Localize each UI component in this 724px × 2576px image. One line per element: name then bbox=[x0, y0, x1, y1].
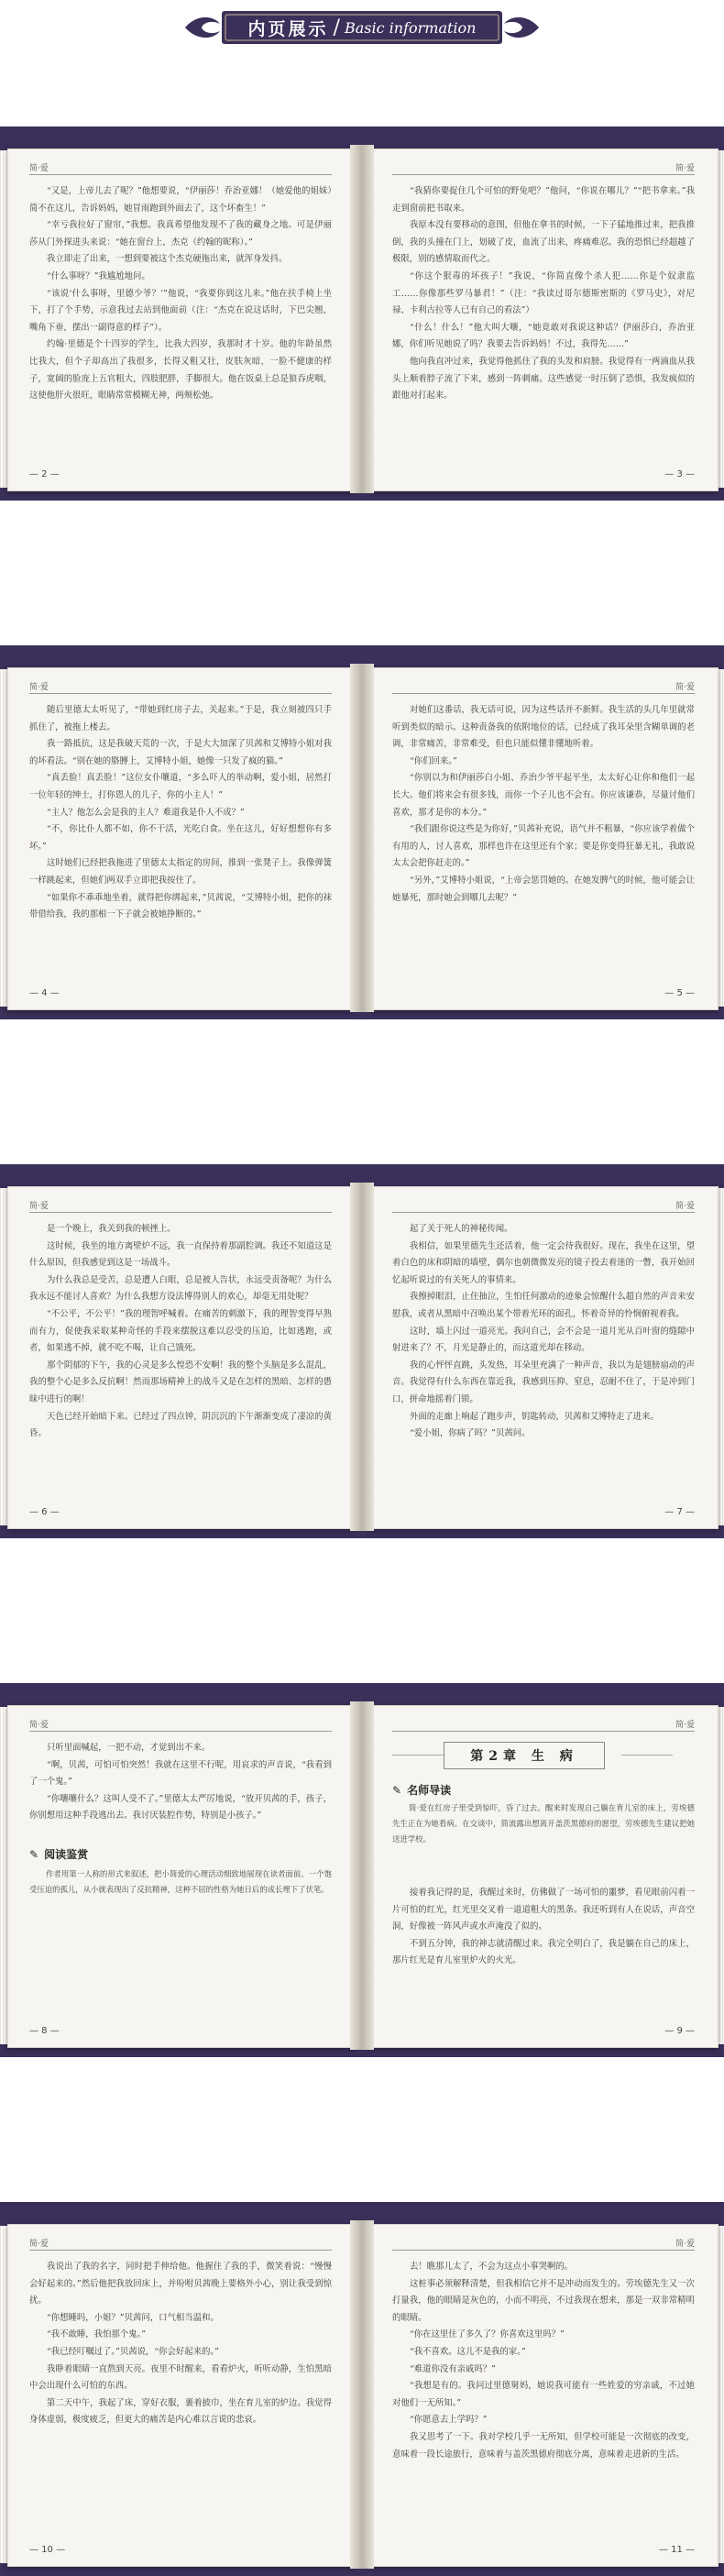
page-stack bbox=[0, 1707, 7, 2044]
paragraph: “真丢脸！真丢脸！”这位女仆嚷道，“多么吓人的举动啊，爱小姐，居然打一位年轻的绅士，打你恩人的儿子，你的小主人！” bbox=[29, 773, 332, 800]
paragraph: “又是，上帝儿去了呢？”他想要说，“伊丽莎！乔治亚娜！（她爱他的姐妹）简不在这儿，告诉妈妈，她冒雨跑到外面去了，这个坏畜生！” bbox=[29, 186, 332, 214]
running-head: 简·爱 bbox=[675, 164, 695, 173]
paragraph: 这时候，我坐的地方离壁炉不远，我一直保持着那副腔调。我还不知道这是什么原因，但我感觉到这是一场战斗。 bbox=[29, 1240, 332, 1269]
page-body bbox=[392, 1221, 695, 1494]
book-page-right bbox=[370, 671, 717, 1012]
running-head: 简·爱 bbox=[675, 1202, 695, 1211]
book-page-left bbox=[7, 2228, 354, 2569]
spread-band bbox=[0, 1683, 724, 2057]
page-number: — 2 — bbox=[29, 469, 60, 479]
paragraph: “不公平，不公平！”我的理智呼喊着。在痛苦的刺激下，我的理智变得早熟而有力，促使我采取某种奇怪的手段来摆脱这难以忍受的压迫，比如逃跑，或者，如果逃不掉，就不吃不喝，让自己饿死。 bbox=[29, 1308, 332, 1354]
spread-gap bbox=[0, 1019, 724, 1164]
paragraph: 我的心怦怦直跳，头发热，耳朵里充满了一种声音，我以为是翅膀扇动的声音。我觉得有什么东西在靠近我，我感到压抑、窒息，忍耐不住了，于是冲到门口，拼命地摇着门锁。 bbox=[392, 1360, 695, 1404]
header-rule bbox=[392, 1212, 695, 1213]
paragraph: “主人？他怎么会是我的主人？难道我是仆人不成？” bbox=[47, 807, 245, 818]
paragraph: “你们回来。” bbox=[410, 755, 457, 766]
book-spread bbox=[7, 1698, 717, 2057]
book-page-left bbox=[7, 1190, 354, 1531]
page-number: — 5 — bbox=[664, 988, 695, 998]
book-page-right bbox=[370, 1190, 717, 1531]
paragraph: 他向我直冲过来，我觉得他抓住了我的头发和肩膀。我觉得有一两滴血从我头上顺着脖子流了下来，感到一阵刺痛。这些感觉一时压倒了恐惧，我发疯似的跟他对打起来。 bbox=[392, 356, 695, 402]
paragraph: “啊，贝茜，可怕可怕突然！我就在这里不行呢，用哀求的声音说，“我看到了一个鬼。” bbox=[29, 1759, 332, 1788]
reading-guide: 简·爱在红房子里受到惊吓，昏了过去。醒来时发现自己躺在育儿室的床上，劳埃德先生正在为她看病。在交谈中，简流露出想离开盖茨黑德府的愿望，劳埃德先生建议把她送进学校。 bbox=[392, 1803, 695, 1844]
page-body bbox=[29, 1221, 332, 1494]
page-body bbox=[29, 702, 332, 975]
paragraph: 随后里德太太听见了，“带她到红房子去，关起来。”于是，我立刻被四只手抓住了，被拖上楼去。 bbox=[29, 705, 332, 732]
header-rule bbox=[29, 174, 332, 175]
book-page-right bbox=[370, 152, 717, 493]
paragraph: “我想是有的。我问过里德舅妈，她说我可能有一些姓爱的穷亲戚，不过她对他们一无所知。” bbox=[392, 2381, 695, 2408]
paragraph: “你在这里住了多久了？你喜欢这里吗？” bbox=[410, 2329, 565, 2340]
header-separator: / bbox=[333, 16, 340, 39]
page-number: — 8 — bbox=[29, 2026, 60, 2036]
paragraph: 我立即走了出来，一想到要被这个杰克硬拖出来，就浑身发抖。 bbox=[47, 254, 288, 265]
page-body bbox=[392, 702, 695, 975]
chapter-rule bbox=[392, 1755, 444, 1756]
page-body bbox=[392, 183, 695, 457]
paragraph: “我猜你要捉住几个可怕的野兔吧？”他问，“你说在哪儿？”“把书拿来。”我走到窗前把书取来。 bbox=[392, 186, 695, 214]
paragraph: 不到五分钟，我的神志就清醒过来。我完全明白了，我是躺在自己的床上，那片红光是育儿室里炉火的火光。 bbox=[392, 1938, 695, 1966]
chapter-rule bbox=[621, 1755, 673, 1756]
paragraph: “如果你不乖乖地坐着，就得把你绑起来，”贝茜说，“艾博特小姐，把你的袜带借给我，我的那根一下子就会被她挣断的。” bbox=[29, 892, 332, 920]
page-number: — 10 — bbox=[29, 2545, 66, 2555]
paragraph: “另外，”艾博特小姐说，“上帝会惩罚她的。在她发脾气的时候，他可能会让她暴死，那时她会到哪儿去呢？” bbox=[392, 875, 695, 903]
paragraph: 起了关于死人的神秘传闻。 bbox=[410, 1224, 513, 1234]
paragraph: “难道你没有亲戚吗？” bbox=[410, 2363, 496, 2374]
spread-band bbox=[0, 1164, 724, 1538]
page-body bbox=[392, 1885, 695, 2013]
pen-icon: ✎ bbox=[29, 1847, 39, 1861]
paragraph: 那个阴郁的下午，我的心灵是多么惶恐不安啊！我的整个头脑是多么混乱，我的整个心是多么反抗啊！然而那场精神上的战斗又是在怎样的黑暗、怎样的愚昧中进行的啊！ bbox=[29, 1360, 332, 1404]
paragraph: 我原本没有要移动的意图，但他在拿书的时候，一下子猛地推过来，把我推倒，我的头撞在门上，划破了皮，血流了出来，疼痛难忍。我的恐惧已经超越了极限，别的感情取而代之。 bbox=[392, 220, 695, 265]
book-page-right bbox=[370, 2228, 717, 2569]
pen-icon: ✎ bbox=[392, 1783, 402, 1797]
paragraph: “我已经叮嘱过了。”贝茜说，“你会好起来的。” bbox=[47, 2346, 219, 2357]
header-area bbox=[0, 0, 724, 127]
page-body bbox=[392, 2259, 695, 2532]
page-number: — 11 — bbox=[658, 2545, 695, 2555]
paragraph: 我一路抵抗，这是我破天荒的一次，于是大大加深了贝茜和艾博特小姐对我的坏看法。“别在她的胳膊上，艾博特小姐，她像一只发了疯的猫。” bbox=[29, 739, 332, 766]
paragraph: 外面的走廊上响起了跑步声，钥匙转动，贝茜和艾博特走了进来。 bbox=[410, 1411, 659, 1422]
header-rule bbox=[29, 693, 332, 694]
page-number: — 4 — bbox=[29, 988, 60, 998]
paragraph: 只听里面喊起，一把不动，才觉到出不来。 bbox=[47, 1743, 211, 1753]
section-label-text: 阅读鉴赏 bbox=[44, 1848, 89, 1861]
paragraph: “你嚷嚷什么？这叫人受不了。”里德太太严厉地说，“放开贝茜的手，孩子，你别想用这种手段逃出去。我讨厌装腔作势，特别是小孩子。” bbox=[29, 1793, 332, 1822]
spread-gap bbox=[0, 501, 724, 645]
paragraph: 约翰·里德是个十四岁的学生，比我大四岁，我那时才十岁。他的年龄虽然比我大，但个子却高出了我很多，长得又粗又壮，皮肤灰暗，一脸不健康的样子，宽阔的脸庞上五官粗大，四肢肥胖，手脚很大。他在饭桌上总是狼吞虎咽，这使他肝火很旺，眼睛常常模糊无神，两颊松弛。 bbox=[29, 339, 332, 402]
page-stack bbox=[0, 150, 7, 488]
paragraph: “我不敢睡，我怕那个鬼。” bbox=[47, 2329, 147, 2340]
paragraph: “你别以为和伊丽莎白小姐、乔治少爷平起平坐，太太好心让你和他们一起长大。他们将来会有很多钱，而你一个子儿也不会有。你应该谦恭，尽量讨他们喜欢，那才是你的本分。” bbox=[392, 773, 695, 818]
running-head: 简·爱 bbox=[29, 683, 49, 692]
page-body bbox=[29, 1740, 332, 1841]
page-stack bbox=[0, 2226, 7, 2563]
book-spread bbox=[7, 141, 717, 501]
book-page-right bbox=[370, 1709, 717, 2050]
running-head: 简·爱 bbox=[29, 164, 49, 173]
chapter-title: 第2章 生 病 bbox=[444, 1742, 605, 1769]
header-rule bbox=[29, 1731, 332, 1732]
header-rule bbox=[29, 1212, 332, 1213]
header-rule bbox=[392, 1731, 695, 1732]
page-number: — 3 — bbox=[664, 469, 695, 479]
header-title-en: Basic information bbox=[344, 18, 477, 37]
paragraph: “爱小姐，你病了吗？”贝茜问。 bbox=[410, 1428, 531, 1439]
paragraph: 我又思考了一下。我对学校几乎一无所知，但学校可能是一次彻底的改变，意味着一段长途旅行，意味着与盖茨黑德府彻底分离，意味着走进新的生活。 bbox=[392, 2431, 695, 2460]
spread-band bbox=[0, 127, 724, 501]
page-body bbox=[29, 2259, 332, 2532]
spread-gap bbox=[0, 1538, 724, 1683]
paragraph: “我不喜欢。这儿不是我的家。” bbox=[410, 2346, 526, 2357]
paragraph: “什么！什么！”他大叫大嚷，“她竟敢对我说这种话？伊丽莎白，乔治亚娜，你们听见她说了吗？我要去告诉妈妈！不过，我得先……” bbox=[392, 322, 695, 350]
paragraph: 对她们这番话，我无话可说，因为这些话并不新鲜。我生活的头几年里就常听到类似的暗示。这种责备我的依附地位的话，已经成了我耳朵里含糊单调的老调，非常痛苦，非常难受，但也只能似懂非懂地听着。 bbox=[392, 705, 695, 750]
paragraph: “什么事呀？”我尴尬地问。 bbox=[47, 270, 150, 281]
header-rule bbox=[392, 693, 695, 694]
book-spread bbox=[7, 2217, 717, 2576]
paragraph: 我擦掉眼泪，止住抽泣，生怕任何激动的迹象会惊醒什么超自然的声音来安慰我，或者从黑暗中召唤出某个带着光环的面孔，怀着奇异的怜悯俯视着我。 bbox=[392, 1292, 695, 1319]
page-number: — 6 — bbox=[29, 1507, 60, 1517]
paragraph: 我睁着眼睛一直熬到天亮。夜里不时醒来，看看炉火，听听动静，生怕黑暗中会出现什么可怕的东西。 bbox=[29, 2363, 332, 2392]
running-head: 简·爱 bbox=[675, 683, 695, 692]
paragraph: 天色已经开始暗下来。已经过了四点钟，阴沉沉的下午渐渐变成了凄凉的黄昏。 bbox=[29, 1411, 332, 1439]
header-rule bbox=[29, 2250, 332, 2251]
header-title-cn: 内页展示 bbox=[247, 18, 329, 39]
page-body bbox=[29, 183, 332, 457]
paragraph: “我们跟你说这些是为你好，”贝茜补充说，语气并不粗暴，“你应该学着做个有用的人，讨人喜欢，那样也许在这里还有个家；要是你变得狂暴无礼，我敢说太太会把你赶走的。” bbox=[392, 824, 695, 869]
paragraph: 是一个晚上，我关到我的顿挫上。 bbox=[47, 1224, 176, 1234]
page-stack bbox=[0, 1188, 7, 1525]
book-page-left bbox=[7, 1709, 354, 2050]
paragraph: “不，你比仆人都不如，你不干活，光吃白食。坐在这儿，好好想想你有多坏。” bbox=[29, 824, 332, 852]
paragraph: 这时她们已经把我拖进了里德太太指定的房间，推到一张凳子上。我像弹簧一样跳起来，但她们两双手立即把我按住了。 bbox=[29, 858, 332, 886]
spread-band bbox=[0, 645, 724, 1019]
section-label bbox=[392, 1782, 451, 1798]
paragraph: 这时，墙上闪过一道亮光。我问自己，会不会是一道月光从百叶窗的缝隙中射进来了？不，月光是静止的，而这道光却在移动。 bbox=[392, 1326, 695, 1354]
section-label-text: 名师导读 bbox=[407, 1784, 452, 1797]
reading-guide: 作者用第一人称的形式来叙述，把小简爱的心理活动细致地展现在读者面前。一个饱受压迫的孤儿，从小就表现出了反抗精神，这种不屈的性格为她日后的成长埋下了伏笔。 bbox=[29, 1869, 332, 1894]
paragraph: 第二天中午，我起了床，穿好衣服，裹着披巾，坐在育儿室的炉边。我觉得身体虚弱，极度疲乏，但更大的痛苦是内心难以言说的悲哀。 bbox=[29, 2397, 332, 2426]
page-number: — 9 — bbox=[664, 2026, 695, 2036]
running-head: 简·爱 bbox=[675, 2240, 695, 2249]
paragraph: “幸亏我拉好了窗帘，”我想。我真希望他发现不了我的藏身之地。可是伊丽莎从门外探进头来说：“她在窗台上，杰克（约翰的昵称）。” bbox=[29, 220, 332, 248]
page-stack bbox=[0, 669, 7, 1007]
paragraph: “你这个狠毒的坏孩子！”我说，“你简直像个杀人犯……你是个奴隶监工……你像那些罗马暴君！”（注：“我读过哥尔德斯密斯的《罗马史》，对尼禄、卡利古拉等人已有自己的看法”） bbox=[392, 270, 695, 316]
paragraph: 为什么我总是受苦，总是遭人白眼，总是被人告状，永远受责备呢？为什么我永远不能讨人喜欢？为什么我想方设法博得别人的欢心，却毫无用处呢？ bbox=[29, 1274, 332, 1303]
paragraph: 我说出了我的名字，同时把手伸给他。他握住了我的手，微笑着说：“慢慢会好起来的。”然后他把我放回床上，并吩咐贝茜晚上要格外小心，别让我受到惊扰。 bbox=[29, 2262, 332, 2306]
spread-gap bbox=[0, 2057, 724, 2202]
book-page-left bbox=[7, 671, 354, 1012]
running-head: 简·爱 bbox=[675, 1721, 695, 1730]
paragraph: 这桩事必须解释清楚，但我相信它并不是冲动而发生的。劳埃德先生又一次打量我，他的眼睛是灰色的，小而不明亮，不过我现在想来，那是一双非常精明的眼睛。 bbox=[392, 2278, 695, 2323]
running-head: 简·爱 bbox=[29, 1721, 49, 1730]
header-title bbox=[180, 6, 544, 50]
paragraph: “你愿意去上学吗？” bbox=[410, 2415, 488, 2426]
book-page-left bbox=[7, 152, 354, 493]
paragraph: 去！瞧那儿太了，不会为这点小事哭啊的。 bbox=[410, 2262, 574, 2272]
running-head: 简·爱 bbox=[29, 2240, 49, 2249]
book-spread bbox=[7, 660, 717, 1019]
page-number: — 7 — bbox=[664, 1507, 695, 1517]
paragraph: 我相信，如果里德先生还活着，他一定会待我很好。现在，我坐在这里，望着白色的床和阴暗的墙壁，偶尔也朝微微发亮的镜子投去着迷的一瞥，我开始回忆起听说过的有关死人的事情来。 bbox=[392, 1240, 695, 1285]
book-spread bbox=[7, 1179, 717, 1538]
running-head: 简·爱 bbox=[29, 1202, 49, 1211]
header-rule bbox=[392, 174, 695, 175]
paragraph: “你想睡吗，小姐？”贝茜问，口气相当温和。 bbox=[47, 2312, 219, 2323]
section-label bbox=[29, 1846, 88, 1862]
spread-band bbox=[0, 2202, 724, 2576]
paragraph: 接着我记得的是，我醒过来时，仿佛做了一场可怕的噩梦，看见眼前闪着一片可怕的红光，红光里交叉着一道道粗大的黑条。我还听到有人在说话，声音空洞，好像被一阵风声或水声淹没了似的。 bbox=[392, 1888, 695, 1932]
header-rule bbox=[392, 2250, 695, 2251]
paragraph: “该说‘什么事呀，里德少爷？’”他说，“我要你到这儿来。”他在扶手椅上坐下，打了个手势，示意我过去站到他面前（注：“杰克在说这话时，下巴尖翘，嘴角下垂，摆出一副得意的样子”）。 bbox=[29, 288, 332, 333]
